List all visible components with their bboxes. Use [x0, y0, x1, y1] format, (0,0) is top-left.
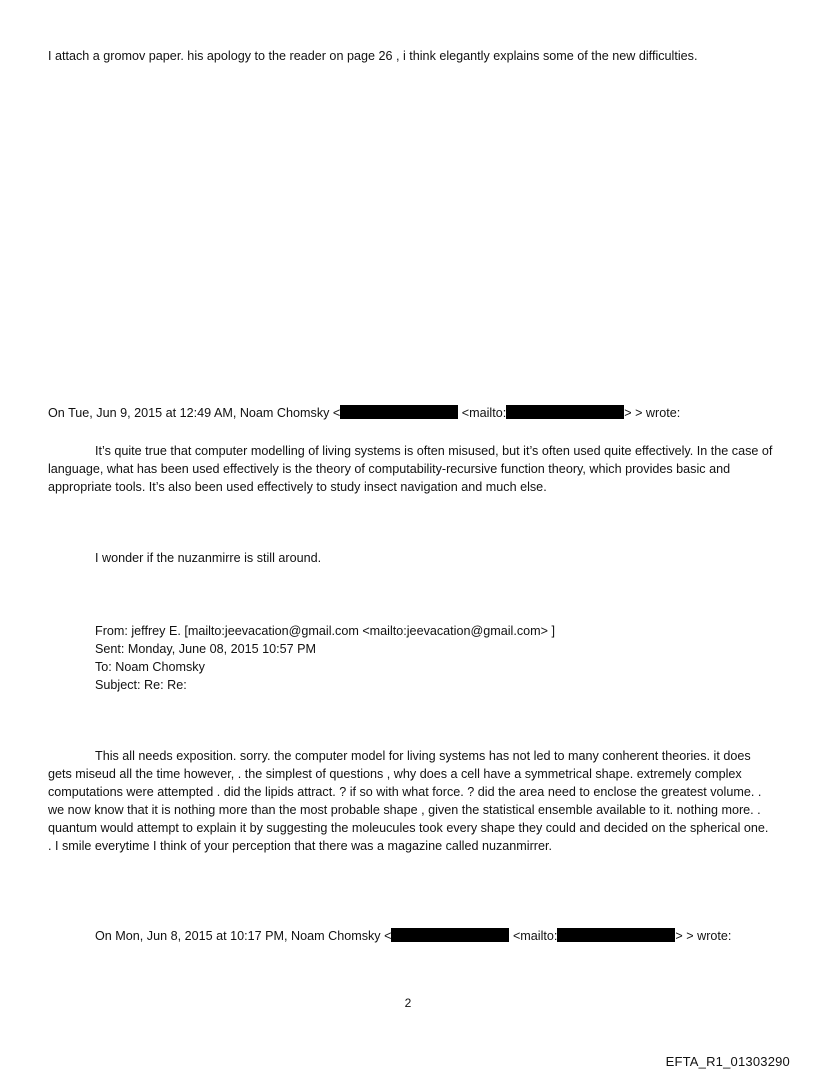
quote-header-tue	[48, 404, 680, 422]
quote-header-mon	[95, 927, 731, 945]
forwarded-subject-line: Subject: Re: Re:	[95, 678, 187, 692]
page-number: 2	[404, 996, 412, 1010]
jeffrey-message-paragraph	[48, 747, 773, 855]
forwarded-to-line: To: Noam Chomsky	[95, 660, 205, 674]
forwarded-from-line: From: jeffrey E. [mailto:jeevacation@gmail.com <mailto:jeevacation@gmail.com> ]	[95, 624, 555, 638]
bates-number: EFTA_R1_01303290	[665, 1054, 790, 1069]
redacted-email-block	[340, 405, 458, 419]
jeffrey-message-text: This all needs exposition. sorry. the computer model for living systems has not led to many conherent theories. it does gets miseud all the time however, . the simplest of questions , why does a cell have a symmetrical shape. extremely complex computations were attempted . did the lipids attract. ? if so with what force. ? did the area need to enclose the greatest volume. . we now know that it is nothing more than the most probable shape , given the statistical ensemble available to it. nothing more. . quantum would attempt to explain it by suggesting the moleucules took every shape they could and decided on the spherical one. . I smile everytime I think of your perception that there was a magazine called nuzanmirrer.	[48, 749, 769, 853]
quote-header-prefix: On Tue, Jun 9, 2015 at 12:49 AM, Noam Chomsky <	[48, 406, 341, 420]
redacted-email-block	[557, 928, 675, 942]
quote-header-suffix: > > wrote:	[624, 406, 681, 420]
forwarded-sent-line: Sent: Monday, June 08, 2015 10:57 PM	[95, 642, 317, 656]
quote-header-mailto: <mailto:	[461, 406, 507, 420]
chomsky-reply-text: It’s quite true that computer modelling of living systems is often misused, but it’s often used quite effectively. In the case of language, what has been used effectively is the theory of computability-recursive function theory, which provides basic and appropriate tools. It’s also been used effectively to study insect navigation and much else.	[48, 444, 773, 494]
redacted-email-block	[391, 928, 509, 942]
chomsky-aside-text: I wonder if the nuzanmirre is still around.	[95, 551, 322, 565]
chomsky-reply-paragraph	[48, 442, 773, 496]
redacted-email-block	[506, 405, 624, 419]
quote-header-suffix: > > wrote:	[675, 929, 732, 943]
quote-header-prefix: On Mon, Jun 8, 2015 at 10:17 PM, Noam Chomsky <	[95, 929, 392, 943]
quote-header-mailto: <mailto:	[512, 929, 558, 943]
email-intro-text: I attach a gromov paper. his apology to the reader on page 26 , i think elegantly explains some of the new difficulties.	[48, 49, 698, 63]
